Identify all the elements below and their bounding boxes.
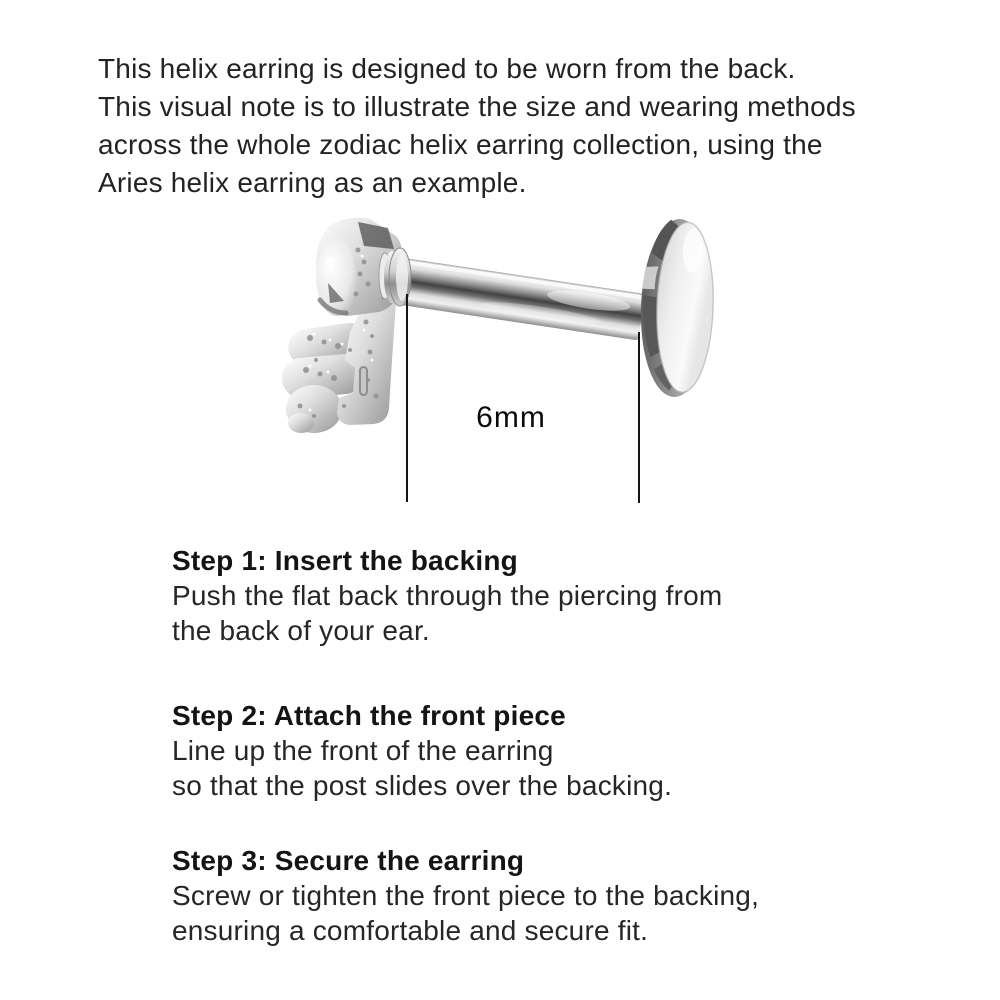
step-3-line-2: ensuring a comfortable and secure fit. xyxy=(172,915,649,946)
intro-line-4: Aries helix earring as an example. xyxy=(98,167,527,198)
step-1-line-1: Push the flat back through the piercing from xyxy=(172,580,723,611)
flat-back-disc xyxy=(638,218,716,398)
step-2-line-1: Line up the front of the earring xyxy=(172,735,554,766)
step-1-heading: Step 1: Insert the backing xyxy=(172,545,518,576)
intro-line-3: across the whole zodiac helix earring collection, using the xyxy=(98,129,823,160)
step-block-3 xyxy=(172,843,759,948)
earring-figure xyxy=(280,210,740,510)
step-block-1 xyxy=(172,543,722,648)
step-2-heading: Step 2: Attach the front piece xyxy=(172,700,566,731)
earring-post xyxy=(391,257,645,340)
step-1-line-2: the back of your ear. xyxy=(172,615,430,646)
step-3-line-1: Screw or tighten the front piece to the backing, xyxy=(172,880,760,911)
earring-photo-illustration xyxy=(280,210,740,510)
measurement-label: 6mm xyxy=(476,401,546,434)
intro-line-1: This helix earring is designed to be worn from the back. xyxy=(98,53,796,84)
step-2-line-2: so that the post slides over the backing. xyxy=(172,770,673,801)
intro-line-2: This visual note is to illustrate the size and wearing methods xyxy=(98,91,856,122)
intro-paragraph xyxy=(98,50,856,202)
step-3-heading: Step 3: Secure the earring xyxy=(172,845,525,876)
front-piece-aries-charm xyxy=(280,218,402,433)
step-block-2 xyxy=(172,698,672,803)
